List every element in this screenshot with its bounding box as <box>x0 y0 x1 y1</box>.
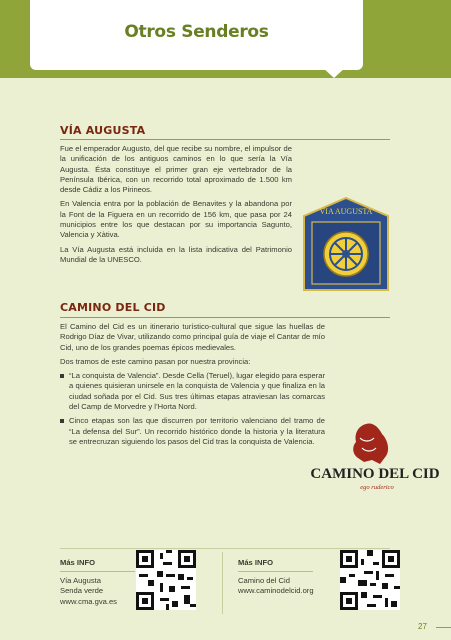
info-rule <box>60 571 135 572</box>
qr-code-via-augusta[interactable] <box>136 550 196 610</box>
header-notch <box>321 66 347 78</box>
qr-code-camino-cid[interactable] <box>340 550 400 610</box>
bullet-item: Cinco etapas son las que discurren por territorio valenciano del tramo de “La defensa del Sur”. Un recorrido histórico donde la historia y la literatura se entrecruzan siguiendo los pasos del Cid tras la conquista de Valencia. <box>60 416 325 447</box>
via-augusta-body <box>60 144 292 269</box>
section-title-camino-cid: CAMINO DEL CID <box>60 301 166 314</box>
info-link[interactable]: www.cma.gva.es <box>60 596 117 606</box>
info-line: Senda verde <box>60 586 104 595</box>
paragraph: Dos tramos de este camino pasan por nuestra provincia: <box>60 356 251 366</box>
info-line: Vía Augusta <box>60 575 101 585</box>
paragraph: Fue el emperador Augusto, del que recibe su nombre, el impulsor de la unificación de los antiguos caminos en lo que sería la Vía Augusta. Ésta constituye el primer gran eje vertebrador de la Península Ibérica, con un recorrido total aproximado de 1.500 km desde Cádiz a los Pirineos. <box>60 144 292 195</box>
info-block-via-augusta <box>60 558 135 607</box>
info-rule <box>238 571 313 572</box>
page-title: Otros Senderos <box>124 22 269 42</box>
footer-divider-vertical <box>222 552 223 614</box>
paragraph: El Camino del Cid es un itinerario turístico-cultural que sigue las huellas de Rodrigo Díaz de Vivar, utilizando como principal guía de viaje el Cantar de mío Cid, uno de los grandes poemas épicos medievales. <box>60 322 325 352</box>
info-line: Camino del Cid <box>238 575 290 585</box>
info-block-camino-cid <box>238 558 314 597</box>
paragraph: En Valencia entra por la población de Benavites y la abandona por la Font de la Figuera en un recorrido de 156 km, que pasa por 24 municipios entre los que destacan por su importancia Sagunto, Valencia y Xàtiva. <box>60 199 292 240</box>
info-heading: Más INFO <box>238 558 274 567</box>
camino-cid-body <box>60 322 325 451</box>
camino-cid-logo <box>310 420 440 492</box>
section-title-via-augusta: VÍA AUGUSTA <box>60 124 146 137</box>
footer-divider <box>60 548 390 549</box>
paragraph: La Vía Augusta está incluida en la lista indicativa del Patrimonio Mundial de la UNESCO. <box>60 244 292 264</box>
bullet-item: “La conquista de Valencia”. Desde Cella (Teruel), lugar elegido para esperar a quienes quisieran unirsele en la conquista de Valencia y que finaliza en la ciudad soñada por el Cid. Sus tres últimas etapas atraviesan las comarcas del Camp de Morvedre y l’Horta Nord. <box>60 371 325 412</box>
via-augusta-logo-text: VIA AUGUSTA <box>319 207 373 216</box>
camino-cid-logo-tagline: ego ruderico <box>360 484 394 491</box>
section-rule <box>60 317 390 318</box>
info-link[interactable]: www.caminodelcid.org <box>238 586 314 595</box>
camino-cid-logo-text: CAMINO DEL CID <box>310 466 440 482</box>
section-rule <box>60 139 390 140</box>
info-heading: Más INFO <box>60 558 96 567</box>
page-number: 27 <box>418 622 427 631</box>
page-number-rule <box>436 627 451 628</box>
via-augusta-logo <box>302 196 390 292</box>
